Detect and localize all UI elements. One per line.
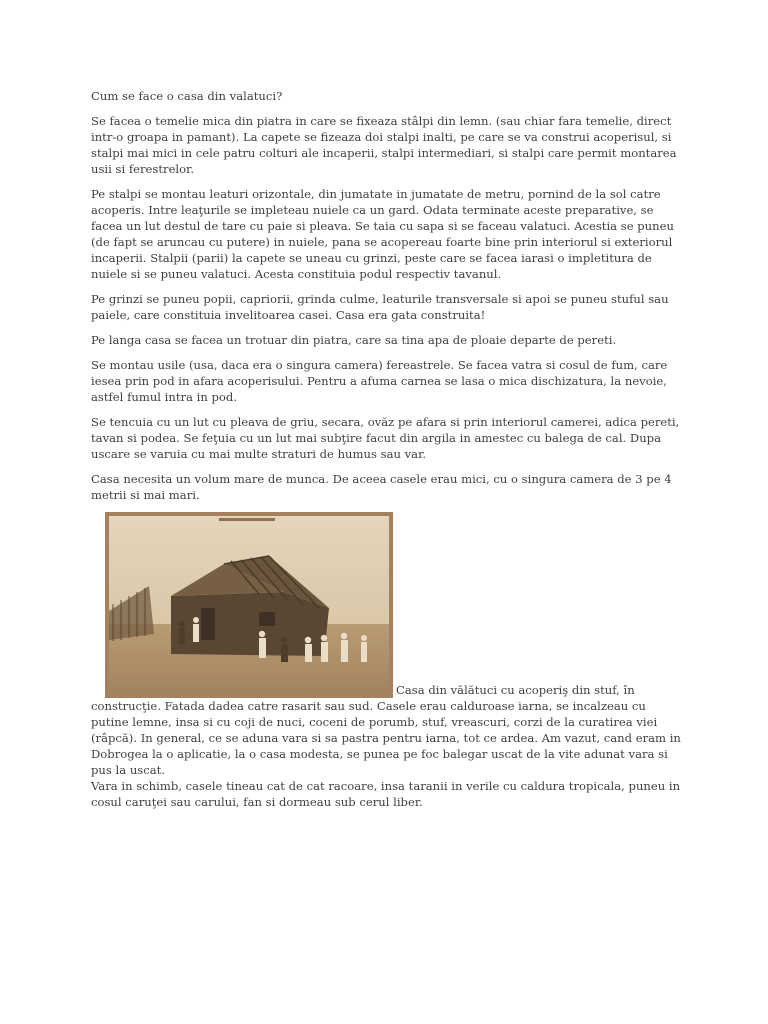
paragraph-doors-windows: Se montau usile (usa, daca era o singura camera) fereastrele. Se facea vatra si cosul de fum, care iesea prin pod in afara acoperisului. Pentru a afuma carnea se lasa o mica dischizatura, la nevoie, astfel fumul intra in pod. [91,358,668,404]
paragraph-sidewalk: Pe langa casa se facea un trotuar din piatra, care sa tina apa de ploaie departe de pereti. [91,333,617,347]
paragraph-plastering: Se tencuia cu un lut cu pleava de griu, secara, ovăz pe afara si prin interiorul camerei, adica pereti, tavan si podea. Se feţuia cu un lut mai subţire facut din argila in amestec cu balega de cal. Dupa uscare se varuia cu mai multe straturi de humus sau var. [91,415,680,461]
figure-caption: Casa din vălătuci cu acoperiş din stuf, în construcţie. [91,683,635,713]
document-title: Cum se face o casa din valatuci? [91,89,283,103]
paragraph-summer: Vara in schimb, casele tineau cat de cat racoare, insa taranii in verile cu caldura tropicala, puneu in cosul caruţei sau carului, fan si dormeau sub cerul liber. [91,779,681,809]
historic-photo-icon [105,512,393,698]
figure-continuation-text: Fatada dadea catre rasarit sau sud. Casele erau calduroase iarna, se incalzeau cu putine lemne, insa si cu coji de nuci, coceni de porumb, stuf, vreascuri, corzi de la curatirea viei (râpcă). In general, ce se aduna vara si sa pastra pentru iarna, tot ce ardea. Am vazut, cand eram in Dobrogea la o aplicatie, la o casa modesta, se punea pe foc balegar uscat de la vite adunat vara si pus la uscat. [91,699,681,777]
paragraph-walls: Pe stalpi se montau leaturi orizontale, din jumatate in jumatate de metru, pornind de la sol catre acoperis. Intre leaţurile se impleteau nuiele ca un gard. Odata terminate aceste preparative, se facea un lut destul de tare cu paie si pleava. Se taia cu sapa si se faceau valatuci. Acestia se puneu (de fapt se aruncau cu putere) in nuiele, pana se acopereau foarte bine prin interiorul si exteriorul incaperii. Stalpii (parii) la capete se uneau cu grinzi, peste care se facea iarasi o impletitura de nuiele si se puneu valatuci. Acesta constituia podul respectiv tavanul. [91,187,674,281]
document-page [91,88,681,819]
paragraph-roof: Pe grinzi se puneu popii, capriorii, grinda culme, leaturile transversale si apoi se puneu stuful sau paiele, care constituia invelitoarea casei. Casa era gata construita! [91,292,669,322]
paragraph-foundation: Se facea o temelie mica din piatra in care se fixeaza stâlpi din lemn. (sau chiar fara temelie, direct intr-o groapa in pamant). La capete se fizeaza doi stalpi inalti, pe care se va construi acoperisul, si stalpi mai mici in cele patru colturi ale incaperii, stalpi intermediari, si stalpi care permit montarea usii si ferestrelor. [91,114,677,176]
paragraph-labor: Casa necesita un volum mare de munca. De aceea casele erau mici, cu o singura camera de 3 pe 4 metrii si mai mari. [91,472,672,502]
figure-paragraph [91,512,681,778]
